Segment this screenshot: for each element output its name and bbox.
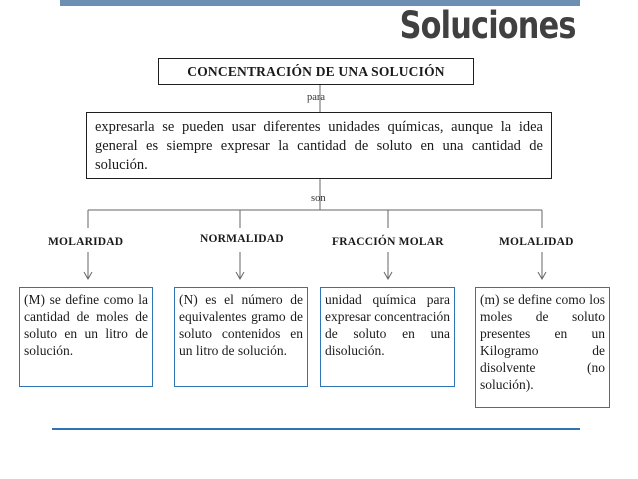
definition-box-molalidad: (m) se define como los moles de soluto presentes en un Kilogramo de disolvente (no solución). <box>475 287 610 408</box>
bottom-accent-line <box>52 428 580 430</box>
slide-title: Soluciones <box>400 4 576 47</box>
category-label-fraccion-molar: FRACCIÓN MOLAR <box>332 236 444 248</box>
definition-box-fraccion-molar: unidad química para expresar concentración de soluto en una disolución. <box>320 287 455 387</box>
category-label-molalidad: MOLALIDAD <box>499 236 574 248</box>
category-label-molaridad: MOLARIDAD <box>48 236 124 248</box>
connector-label-para: para <box>307 92 326 103</box>
definition-box-normalidad: (N) es el número de equivalentes gramo de soluto contenidos en un litro de solución. <box>174 287 308 387</box>
definition-box-molaridad: (M) se define como la cantidad de moles de soluto en un litro de solución. <box>19 287 153 387</box>
connector-label-son: son <box>311 193 326 204</box>
category-label-normalidad: NORMALIDAD <box>200 233 284 245</box>
definition-box: expresarla se pueden usar diferentes unidades químicas, aunque la idea general es siempre expresar la cantidad de soluto en una cantidad de solución. <box>86 112 552 179</box>
concept-box: CONCENTRACIÓN DE UNA SOLUCIÓN <box>158 58 474 85</box>
